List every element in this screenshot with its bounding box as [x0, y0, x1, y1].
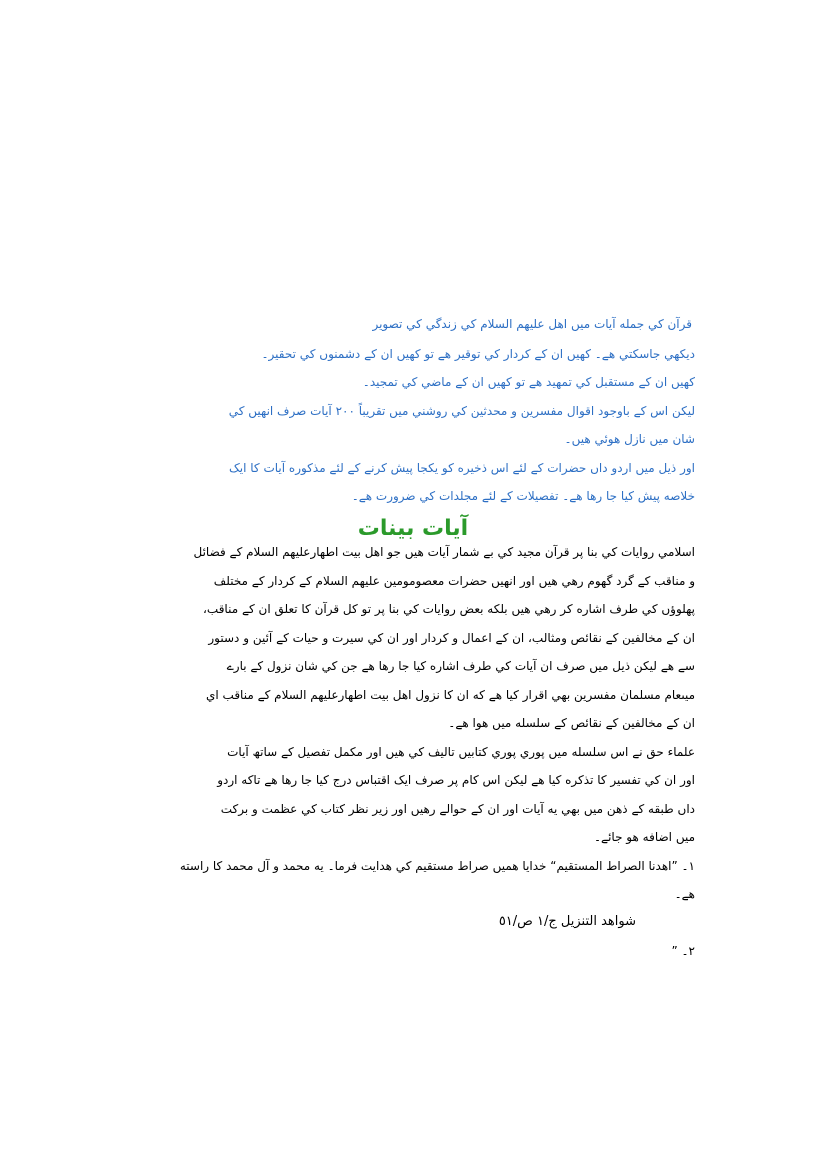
footnote-line: ۱۔ ”اهدنا الصراط المستقيم“ خدايا همیں صراط مستقيم كي هدايت فرما۔ يه محمد و آل محمد كا راسته [179, 859, 695, 873]
intro-line: ليكن اس كے باوجود اقوال مفسرين و محدثين كي روشني ميں تقريباً ٢٠٠ آيات صرف انهيں كي [228, 404, 695, 418]
body-line: ميںعام مسلمان مفسرين بهي اقرار كيا هے كه ان كا نزول اهل بيت اطهارعليهم السلام كے مناقب اي [206, 688, 695, 702]
body-line: علماء حق نے اس سلسله ميں پوري پوري كتابيں تاليف كي هيں اور مكمل تفصيل كے ساتھ آيات [227, 745, 695, 759]
intro-line: كهيں ان كے مستقبل كي تمهيد هے تو كهيں ان كے ماضي كي تمجيد۔ [362, 375, 695, 389]
footnote-line: ۲۔ ” [671, 944, 695, 958]
intro-line: خلاصه پيش كيا جا رها هے۔ تفصيلات كے لئے مجلدات كي ضرورت هے۔ [351, 489, 695, 503]
body-line: اور ان كي تفسير كا تذكره كيا هے ليكن اس كام پر صرف ايک اقتباس درج كيا جا رها هے تاكه اردو [217, 773, 695, 787]
intro-line: ديكهي جاسكتي هے۔ كهيں ان كے كردار كي توقير هے تو كهيں ان كے دشمنوں كي تحقير۔ [261, 347, 695, 361]
body-line: داں طبقه كے ذهن ميں بهي يه آيات اور ان كے حوالے رهيں اور زير نظر كتاب كي عظمت و بركت [220, 802, 695, 816]
footnote-line: هے۔ [674, 887, 695, 901]
body-line: ان كے مخالفين كے نقائص ومثالب، ان كے اعمال و كردار اور ان كي سيرت و حيات كے آئين و دستور [208, 631, 695, 645]
intro-line: اور ذيل ميں اردو داں حضرات كے لئے اس ذخيره كو يكجا پيش كرنے كے لئے مذكوره آيات كا ايک [229, 461, 695, 475]
intro-line: قرآن كي جمله آيات ميں اهل عليهم السلام كي زندگي كي تصوير [372, 317, 692, 331]
body-line: و مناقب كے گرد گهوم رهي هيں اور انهيں حضرات معصومومين عليهم السلام كے كردار كے مختلف [213, 574, 695, 588]
reference-citation: شواهد التنزيل ج/١ ص/٥١ [498, 914, 636, 929]
intro-line: شان ميں نازل هوئي هيں۔ [564, 432, 695, 446]
body-line: اسلامي روايات كي بنا پر قرآن مجيد كي بے شمار آيات هيں جو اهل بيت اطهارعليهم السلام كے فضائل [193, 545, 695, 559]
body-line: ان كے مخالفين كے نقائص كے سلسله ميں هوا هے۔ [448, 716, 695, 730]
section-heading: آيات بينات [357, 516, 469, 541]
body-line: سے هے ليكن ذيل ميں صرف ان آيات كي طرف اشاره كيا جا رها هے جن كي شان نزول كے بارے [226, 659, 695, 673]
body-line: پهلوؤں كي طرف اشاره كر رهي هيں بلكه بعض روايات كي بنا پر تو كل قرآن كا تعلق ان كے مناقب، [203, 602, 695, 616]
body-line: ميں اضافه هو جائے۔ [594, 830, 695, 844]
